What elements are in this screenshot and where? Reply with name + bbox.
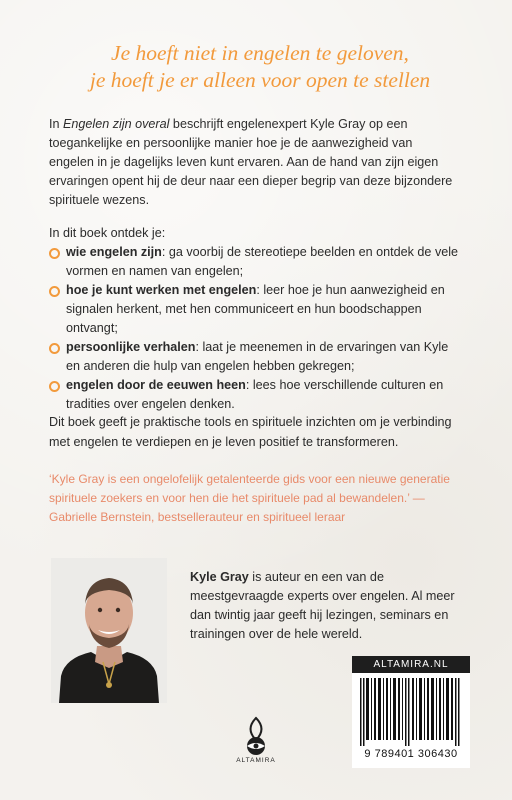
bullet-circle-icon: [49, 381, 60, 392]
endorsement-quote: [49, 470, 461, 527]
author-bio: [190, 568, 465, 644]
closing-paragraph: Dit boek geeft je praktische tools en spirituele inzichten om je verbinding met engelen te verdiepen en je leven positief te transformeren.: [49, 415, 452, 449]
bullet-circle-icon: [49, 248, 60, 259]
feature-list: [49, 243, 461, 414]
headline-line-2: je hoeft je er alleen voor open te stellen: [89, 68, 431, 92]
book-title: Engelen zijn overal: [63, 117, 170, 131]
list-intro: In dit boek ontdek je:: [49, 226, 166, 240]
list-item: [49, 338, 461, 376]
headline: [40, 40, 480, 94]
author-name: Kyle Gray: [190, 570, 249, 584]
list-item-bold: engelen door de eeuwen heen: [66, 378, 246, 392]
intro-paragraph: [49, 115, 459, 210]
list-item-bold: hoe je kunt werken met engelen: [66, 283, 257, 297]
barcode-panel: [352, 656, 470, 768]
list-item: [49, 376, 461, 414]
list-item-text: : ga voorbij de stereotiepe beelden en ontdek de vele vormen en namen van engelen;: [66, 245, 459, 278]
isbn-number: 9 789401 306430: [364, 748, 458, 760]
barcode-icon: [358, 678, 464, 746]
bullet-circle-icon: [49, 286, 60, 297]
list-item-text: : laat je meenemen in de ervaringen van Kyle en anderen die hulp van engelen hebben gekregen;: [66, 340, 449, 373]
publisher-name: ALTAMIRA: [236, 757, 276, 764]
publisher-logo: [232, 715, 280, 775]
headline-line-1: Je hoeft niet in engelen te geloven,: [111, 41, 409, 65]
intro-prefix: In: [49, 117, 64, 131]
intro-text: beschrijft engelenexpert Kyle Gray op een toegankelijke en persoonlijke manier hoe je de aanwezigheid van engelen in je dagelijks leven kunt ervaren. Aan de hand van zijn eigen ervaringen opent hij de deur naar een dieper begrip van deze bijzondere spirituele wezens.: [49, 117, 453, 207]
list-item-bold: persoonlijke verhalen: [66, 340, 196, 354]
list-item-text: : leer hoe je hun aanwezigheid en signalen herkent, met hen communiceert en hun boodschappen ontvangt;: [66, 283, 445, 335]
bullet-circle-icon: [49, 343, 60, 354]
bio-text: is auteur en een van de meestgevraagde experts over engelen. Al meer dan twintig jaar geeft hij lezingen, seminars en trainingen over de hele wereld.: [190, 570, 455, 641]
quote-attribution: — Gabrielle Bernstein, bestsellerauteur en spiritueel leraar: [49, 491, 425, 524]
list-item: [49, 281, 461, 338]
list-item: [49, 243, 461, 281]
eye-logo-icon: [232, 715, 280, 757]
list-item-bold: wie engelen zijn: [66, 245, 162, 259]
quote-text: ‘Kyle Gray is een ongelofelijk getalenteerde gids voor een nieuwe generatie spirituele zoekers en voor hen die het spirituele pad al bewandelen.’: [49, 472, 450, 505]
list-item-text: : lees hoe verschillende culturen en tradities over engelen denken.: [66, 378, 444, 411]
website-label: ALTAMIRA.NL: [352, 656, 470, 673]
author-photo: [51, 558, 167, 703]
